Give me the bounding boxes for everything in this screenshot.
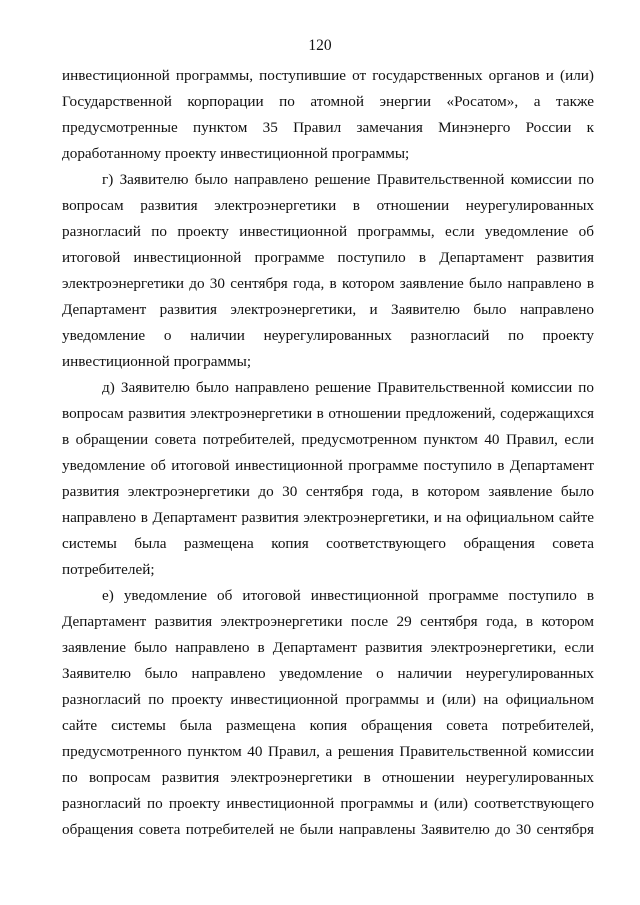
text-line: сайте системы была размещена копия обращения совета потребителей, bbox=[62, 717, 594, 734]
text-line: доработанному проекту инвестиционной программы; bbox=[62, 145, 410, 162]
text-line: по вопросам развития электроэнергетики в отношении неурегулированных bbox=[62, 769, 594, 786]
text-line: разногласий по проекту инвестиционной программы, если уведомление об bbox=[62, 223, 594, 240]
text-line: инвестиционной программы, поступившие от государственных органов и (или) bbox=[62, 67, 594, 84]
text-line: инвестиционной программы; bbox=[62, 353, 252, 370]
text-line: предусмотренного пунктом 40 Правил, а решения Правительственной комиссии bbox=[62, 743, 594, 760]
text-line: Заявителю было направлено уведомление о наличии неурегулированных bbox=[62, 665, 594, 682]
paragraph-e-first-line: е) уведомление об итоговой инвестиционной программе поступило в bbox=[102, 587, 594, 604]
text-line: разногласий по проекту инвестиционной программы и (или) на официальном bbox=[62, 691, 594, 708]
text-line: итоговой инвестиционной программе поступило в Департамент развития bbox=[62, 249, 594, 266]
text-line: направлено в Департамент развития электроэнергетики, и на официальном сайте bbox=[62, 509, 594, 526]
text-line: развития электроэнергетики до 30 сентября года, в котором заявление было bbox=[62, 483, 594, 500]
text-line: Департамент развития электроэнергетики после 29 сентября года, в котором bbox=[62, 613, 594, 630]
paragraph-g-first-line: г) Заявителю было направлено решение Правительственной комиссии по bbox=[102, 171, 594, 188]
page-number: 120 bbox=[308, 37, 332, 54]
text-line: электроэнергетики до 30 сентября года, в котором заявление было направлено в bbox=[62, 275, 594, 292]
text-line: вопросам развития электроэнергетики в отношении неурегулированных bbox=[62, 197, 594, 214]
text-line: обращения совета потребителей не были направлены Заявителю до 30 сентября bbox=[62, 821, 594, 838]
text-line: уведомление о наличии неурегулированных разногласий по проекту bbox=[62, 327, 594, 344]
text-line: системы была размещена копия соответствующего обращения совета bbox=[62, 535, 594, 552]
text-line: разногласий по проекту инвестиционной программы и (или) соответствующего bbox=[62, 795, 594, 812]
text-line: Государственной корпорации по атомной энергии «Росатом», а также bbox=[62, 93, 594, 110]
text-line: уведомление об итоговой инвестиционной программе поступило в Департамент bbox=[62, 457, 594, 474]
paragraph-d-first-line: д) Заявителю было направлено решение Правительственной комиссии по bbox=[102, 379, 594, 396]
text-line: Департамент развития электроэнергетики, и Заявителю было направлено bbox=[62, 301, 594, 318]
text-line: заявление было направлено в Департамент развития электроэнергетики, если bbox=[62, 639, 594, 656]
text-line: в обращении совета потребителей, предусмотренном пунктом 40 Правил, если bbox=[62, 431, 594, 448]
text-line: вопросам развития электроэнергетики в отношении предложений, содержащихся bbox=[62, 405, 594, 422]
text-line: предусмотренные пунктом 35 Правил замечания Минэнерго России к bbox=[62, 119, 594, 136]
text-line: потребителей; bbox=[62, 561, 155, 578]
